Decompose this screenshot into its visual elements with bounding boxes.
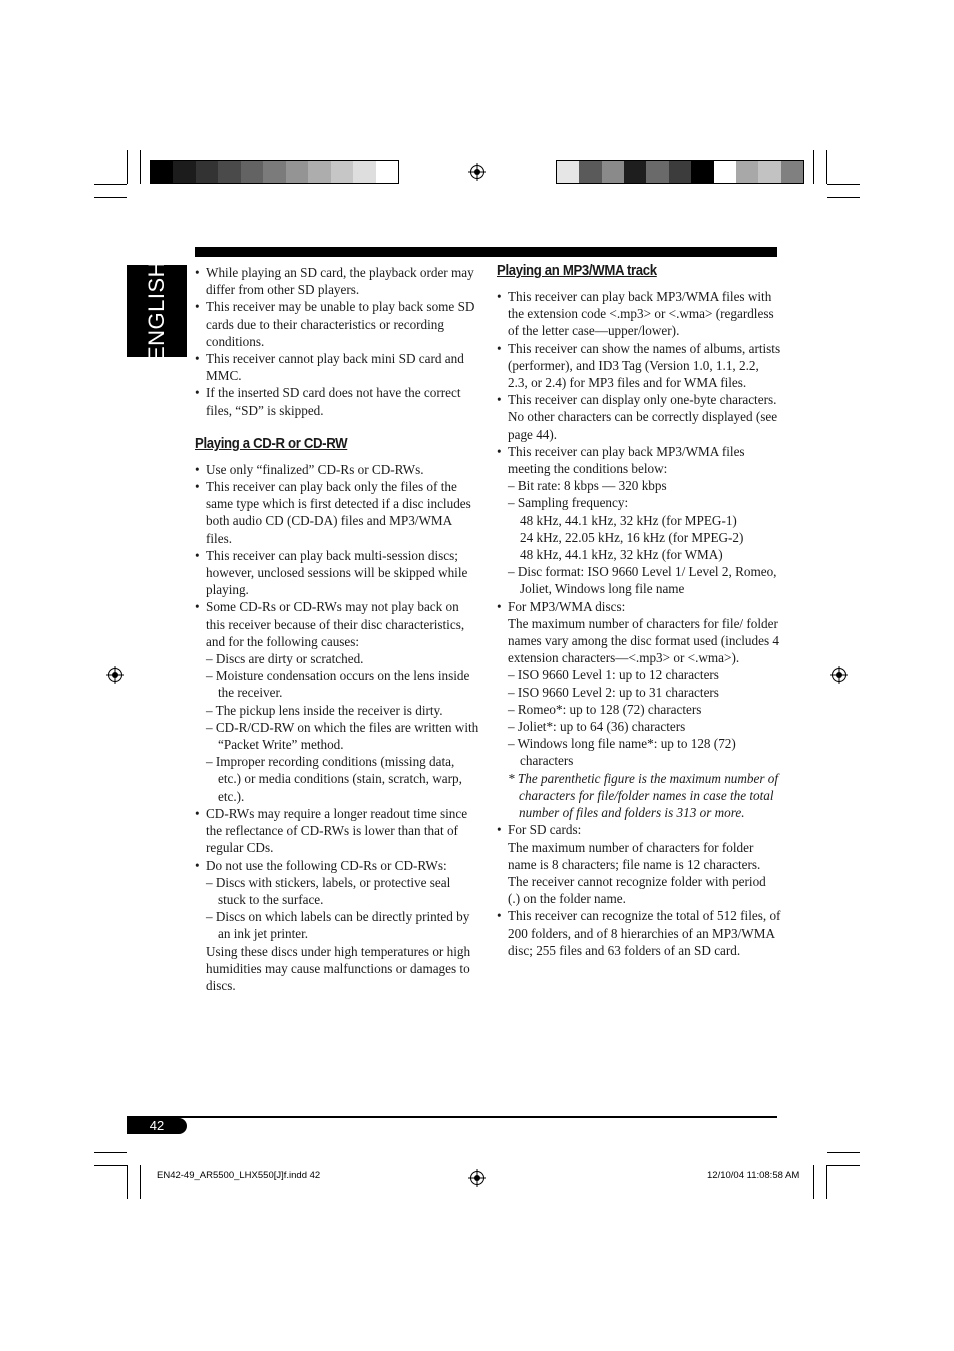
color-swatch [331, 161, 353, 183]
sub-item: – ISO 9660 Level 1: up to 12 characters [508, 667, 719, 683]
language-tab-label: ENGLISH [144, 260, 169, 362]
color-swatch [669, 161, 691, 183]
color-swatch [353, 161, 375, 183]
crop-mark [827, 197, 860, 198]
color-swatch [557, 161, 579, 183]
crop-mark [140, 150, 141, 184]
color-swatch [151, 161, 173, 183]
color-swatch [624, 161, 646, 183]
color-swatch [602, 161, 624, 183]
sub-item: – Sampling frequency: [508, 495, 629, 511]
color-swatch [714, 161, 736, 183]
list-item [497, 443, 781, 598]
crop-mark [813, 150, 814, 184]
list-item: • This receiver can play back only the files of the same type which is first detected if a disc includes both audio CD (CD-DA) files and MP3/WMA files. [195, 478, 480, 547]
sub-item: – ISO 9660 Level 2: up to 31 characters [508, 684, 719, 700]
print-timestamp: 12/10/04 11:08:58 AM [707, 1170, 800, 1181]
mp3-notes [497, 288, 781, 959]
crop-mark [140, 1165, 141, 1199]
registration-mark-icon [832, 668, 846, 682]
sub-item: – Bit rate: 8 kbps — 320 kbps [508, 478, 667, 494]
crop-mark [826, 1165, 827, 1199]
list-item: • This receiver cannot play back mini SD card and MMC. [195, 350, 480, 384]
list-item-text: • This receiver can play back MP3/WMA files meeting the conditions below: [508, 443, 745, 477]
list-item: • CD-RWs may require a longer readout time since the reflectance of CD-RWs is lower than that of regular CDs. [195, 805, 480, 857]
section-heading-cd: Playing a CD-R or CD-RW [195, 434, 348, 452]
color-calibration-bar-left [150, 160, 399, 184]
color-calibration-bar-right [556, 160, 804, 184]
right-column [497, 262, 781, 959]
crop-mark [827, 1152, 860, 1153]
header-rule [195, 247, 777, 257]
crop-mark [127, 150, 128, 184]
crop-mark [127, 1165, 128, 1199]
registration-mark-icon [108, 668, 122, 682]
left-column [195, 264, 480, 994]
sub-item: – Improper recording conditions (missing data, etc.) or media conditions (stain, scratch, warp, etc.). [206, 754, 462, 804]
sd-card-notes [195, 264, 480, 419]
list-item: • This receiver can display only one-byte characters. No other characters can be correctly displayed (see page 44). [497, 391, 781, 443]
sub-item: – Discs are dirty or scratched. [206, 651, 364, 667]
list-item-text: • For SD cards: [508, 822, 582, 838]
registration-mark-icon [470, 1171, 484, 1185]
color-swatch [579, 161, 601, 183]
body-text: The receiver cannot recognize folder with period (.) on the folder name. [508, 873, 766, 907]
language-tab [127, 260, 187, 362]
list-item [497, 598, 781, 822]
page-number: 42 [127, 1118, 187, 1134]
color-swatch [308, 161, 330, 183]
footnote: * The parenthetic figure is the maximum number of characters for file/folder names in case the total number of files and folders is 313 or more. [508, 770, 779, 821]
list-item: • While playing an SD card, the playback order may differ from other SD players. [195, 264, 480, 298]
note-text: Using these discs under high temperatures or high humidities may cause malfunctions or damages to discs. [206, 943, 471, 993]
list-item [195, 857, 480, 995]
crop-mark [827, 184, 860, 185]
list-item: • This receiver can recognize the total of 512 files, of 200 folders, and of 8 hierarchies of an MP3/WMA disc; 255 files and 63 folders of an SD card. [497, 907, 781, 959]
frequency-line: 24 kHz, 22.05 kHz, 16 kHz (for MPEG-2) [520, 529, 744, 545]
color-swatch [173, 161, 195, 183]
frequency-line: 48 kHz, 44.1 kHz, 32 kHz (for WMA) [520, 547, 723, 563]
list-item: • This receiver can play back multi-session discs; however, unclosed sessions will be skipped while playing. [195, 547, 480, 599]
frequency-line: 48 kHz, 44.1 kHz, 32 kHz (for MPEG-1) [520, 512, 737, 528]
list-item [497, 821, 781, 907]
color-swatch [263, 161, 285, 183]
crop-mark [94, 1152, 127, 1153]
sub-item: – Discs with stickers, labels, or protective seal stuck to the surface. [206, 874, 451, 907]
color-swatch [781, 161, 803, 183]
color-swatch [241, 161, 263, 183]
color-swatch [196, 161, 218, 183]
sub-item: – The pickup lens inside the receiver is dirty. [206, 702, 443, 718]
crop-mark [94, 1165, 127, 1166]
section-heading-mp3: Playing an MP3/WMA track [497, 262, 657, 279]
crop-mark [826, 150, 827, 184]
list-item: • Use only “finalized” CD-Rs or CD-RWs. [195, 461, 480, 478]
sub-item: – Joliet*: up to 64 (36) characters [508, 719, 686, 735]
sub-item: – Moisture condensation occurs on the lens inside the receiver. [206, 668, 470, 701]
list-item [195, 598, 480, 804]
section-heading-wrapper [195, 435, 480, 457]
sub-item: – Windows long file name*: up to 128 (72) characters [508, 736, 736, 769]
crop-mark [813, 1165, 814, 1199]
list-item: • This receiver may be unable to play back some SD cards due to their characteristics or recording conditions. [195, 298, 480, 350]
sub-item: – Disc format: ISO 9660 Level 1/ Level 2, Romeo, Joliet, Windows long file name [508, 564, 777, 597]
list-item-text: • Some CD-Rs or CD-RWs may not play back on this receiver because of their disc characteristics, and for the following causes: [206, 599, 465, 649]
crop-mark [94, 184, 127, 185]
color-swatch [758, 161, 780, 183]
registration-mark-icon [470, 165, 484, 179]
list-item-text: • Do not use the following CD-Rs or CD-RWs: [206, 857, 447, 873]
list-item: • This receiver can show the names of albums, artists (performer), and ID3 Tag (Version 1.0, 1.1, 2.2, 2.3, or 2.4) for MP3 files and for WMA files. [497, 340, 781, 392]
list-item: • This receiver can play back MP3/WMA files with the extension code <.mp3> or <.wma> (regardless of the letter case—upper/lower). [497, 288, 781, 340]
body-text: The maximum number of characters for folder name is 8 characters; file name is 12 characters. [508, 839, 761, 872]
cd-notes [195, 461, 480, 994]
color-swatch [646, 161, 668, 183]
color-swatch [736, 161, 758, 183]
footer-rule [127, 1116, 777, 1118]
list-item: • If the inserted SD card does not have the correct files, “SD” is skipped. [195, 384, 480, 418]
file-slug: EN42-49_AR5500_LHX550[J]f.indd 42 [157, 1170, 321, 1181]
crop-mark [827, 1165, 860, 1166]
crop-mark [94, 197, 127, 198]
color-swatch [376, 161, 398, 183]
color-swatch [286, 161, 308, 183]
color-swatch [218, 161, 240, 183]
section-heading-wrapper [497, 262, 781, 284]
sub-item: – CD-R/CD-RW on which the files are written with “Packet Write” method. [206, 719, 479, 753]
color-swatch [691, 161, 713, 183]
sub-item: – Romeo*: up to 128 (72) characters [508, 701, 702, 717]
list-item-text: • For MP3/WMA discs: [508, 598, 626, 614]
sub-item: – Discs on which labels can be directly printed by an ink jet printer. [206, 909, 470, 942]
body-text: The maximum number of characters for file/ folder names vary among the disc format used (includes 4 extension characters—<.mp3> or <.wma>). [508, 615, 780, 666]
